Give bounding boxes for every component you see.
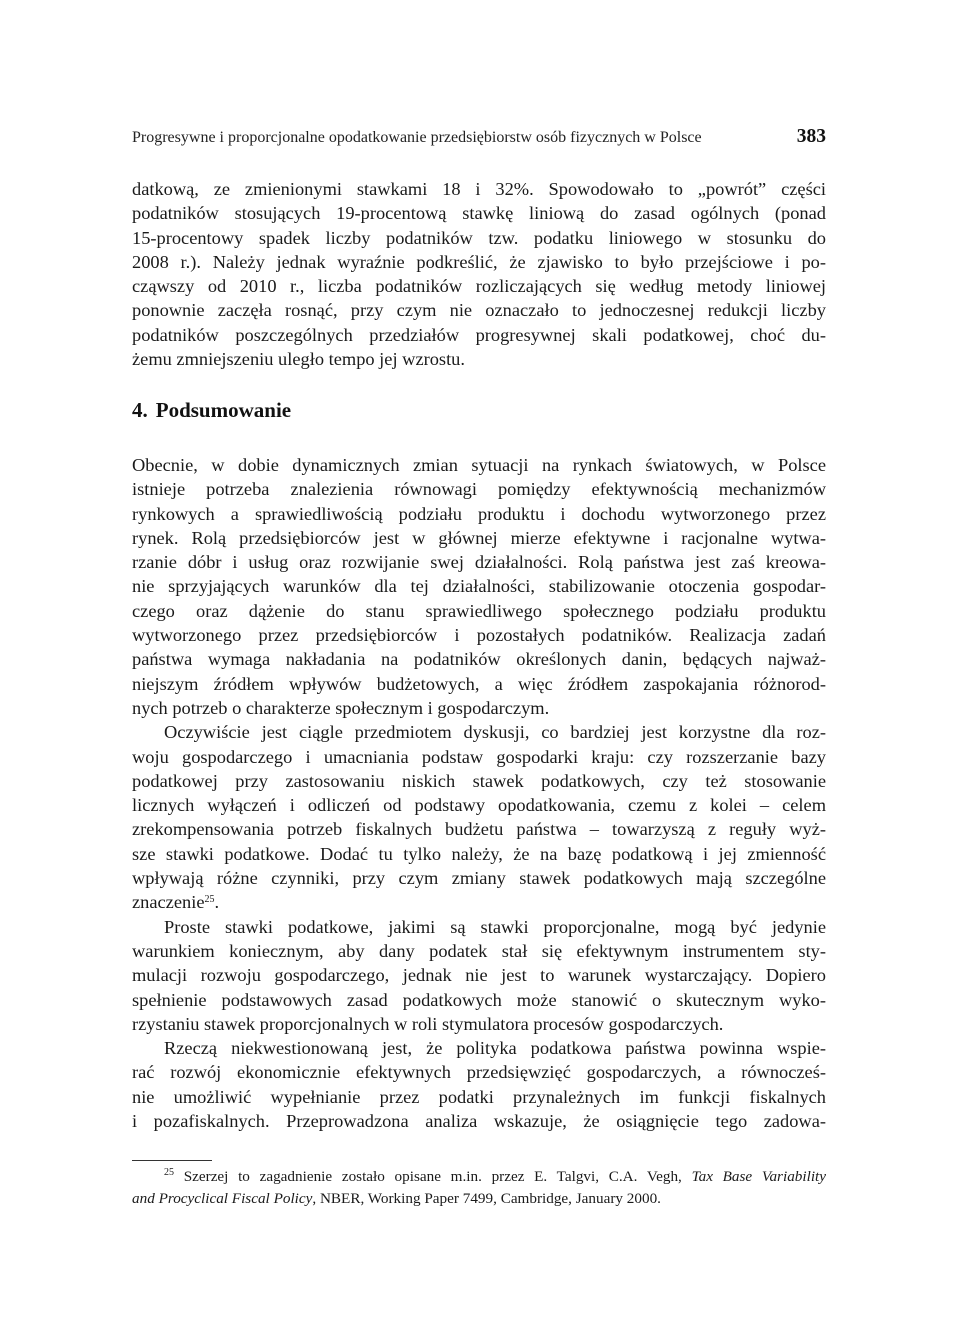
- text-fragment: znaczenie: [132, 892, 205, 913]
- text-line: Obecnie, w dobie dynamicznych zmian sytuacji na rynkach światowych, w Polsce: [132, 455, 826, 475]
- running-header-title: Progresywne i proporcjonalne opodatkowanie przedsiębiorstw osób fizycznych w Polsce: [132, 129, 702, 146]
- footnote-line: [132, 1166, 826, 1188]
- text-line: podatników stosujących 19-procentową stawkę liniową do zasad ogólnych (ponad: [132, 203, 826, 224]
- paragraph: [132, 453, 826, 720]
- text-line: woju gospodarczego i umacniania podstaw gospodarki kraju: czy rozszerzanie bazy: [132, 746, 826, 767]
- text-line: Oczywiście jest ciągle przedmiotem dyskusji, co bardziej jest korzystne dla roz-: [164, 722, 826, 743]
- text-line: rynkowych a sprawiedliwością podziału produktu i dochodu wytworzonego przez: [132, 503, 826, 524]
- footnote-cited-title: Tax Base Variability: [691, 1168, 826, 1185]
- footnote-divider: [132, 1160, 212, 1161]
- section-title: Podsumowanie: [155, 398, 292, 422]
- text-line: niejszym źródłem wpływów budżetowych, a więc źródłem zaspokajania różnorod-: [132, 673, 826, 694]
- section-number: 4.: [132, 398, 148, 422]
- footnote-cited-title: and Procyclical Fiscal Policy: [132, 1190, 313, 1207]
- text-line: wytworzonego przez przedsiębiorców i pozostałych podatników. Realizacja zadań: [132, 625, 826, 646]
- text-line: nych potrzeb o charakterze społecznym i gospodarczym.: [132, 697, 550, 718]
- summary-body: [132, 453, 826, 1133]
- text-line: rynek. Rolą przedsiębiorców jest w głównej mierze efektywne i racjonalne wytwa-: [132, 527, 826, 548]
- paragraph: [132, 915, 826, 1036]
- text-line: zrekompensowania potrzeb fiskalnych budżetu państwa – towarzyszą z reguły wyż-: [132, 819, 826, 840]
- text-line: cząwszy od 2010 r., liczba podatników rozliczających się według metody liniowej: [132, 276, 826, 297]
- text-line: datkową, ze zmienionymi stawkami 18 i 32%. Spowodowało to „powrót” części: [132, 179, 826, 199]
- text-line: czego oraz dążenie do stanu sprawiedliwego społecznego podziału produktu: [132, 600, 826, 621]
- footnote: [132, 1166, 826, 1210]
- text-line: rzanie dóbr i usług oraz rozwijanie swej działalności. Rolą państwa jest zaś kreowa-: [132, 552, 826, 573]
- text-line: i pozafiskalnych. Przeprowadzona analiza wskazuje, że osiągnięcie tego zadowa-: [132, 1111, 826, 1132]
- paragraph: [132, 720, 826, 914]
- continued-paragraph: [132, 177, 826, 371]
- paragraph: [132, 1036, 826, 1133]
- footnote-text: , NBER, Working Paper 7499, Cambridge, January 2000.: [312, 1190, 661, 1207]
- text-line: istnieje potrzeba znalezienia równowagi pomiędzy efektywnością mechanizmów: [132, 479, 826, 500]
- footnote-text: Szerzej to zagadnienie zostało opisane m.in. przez E. Talgvi, C.A. Vegh,: [183, 1168, 692, 1185]
- text-line: podatkowej przy zastosowaniu niskich stawek podatkowych, czy też stosowanie: [132, 770, 826, 791]
- footnote-number: 25: [164, 1167, 174, 1178]
- footnote-line: [132, 1188, 826, 1210]
- text-line: licznych wyłączeń i odliczeń od podstawy opodatkowania, czemu z kolei – celem: [132, 795, 826, 816]
- text-line: rać rozwój ekonomicznie efektywnych przedsięwzięć gospodarczych, a równocześ-: [132, 1062, 826, 1083]
- text-line: 15-procentowy spadek liczby podatników tzw. podatku liniowego w stosunku do: [132, 227, 826, 248]
- text-line: 2008 r.). Należy jednak wyraźnie podkreślić, że zjawisko to było przejściowe i po-: [132, 251, 826, 272]
- text-line: sze stawki podatkowe. Dodać tu tylko należy, że na bazę podatkową i jej zmienność: [132, 843, 826, 864]
- text-line: warunkiem koniecznym, aby dany podatek stał się efektywnym instrumentem sty-: [132, 940, 826, 961]
- section-heading: [132, 398, 291, 423]
- text-line: spełnienie podstawowych zasad podatkowych może stanowić o skutecznym wyko-: [132, 989, 826, 1010]
- text-line: [132, 890, 826, 914]
- text-fragment: .: [214, 892, 220, 913]
- footnote-reference[interactable]: 25: [204, 894, 215, 906]
- text-line: nie sprzyjających warunków dla tej działalności, stabilizowanie otoczenia gospodar-: [132, 576, 826, 597]
- text-line: mulacji rozwoju gospodarczego, jednak nie jest to warunek wystarczający. Dopiero: [132, 965, 826, 986]
- text-line: rzystaniu stawek proporcjonalnych w roli stymulatora procesów gospodarczych.: [132, 1013, 724, 1034]
- text-line: wpływają różne czynniki, przy czym zmiany stawek podatkowych mają szczególne: [132, 868, 826, 889]
- text-line: żemu zmniejszeniu uległo tempo jej wzrostu.: [132, 349, 465, 370]
- page-number: 383: [796, 126, 826, 147]
- text-line: Proste stawki podatkowe, jakimi są stawki proporcjonalne, mogą być jedynie: [164, 916, 826, 937]
- running-header: [132, 126, 826, 148]
- text-line: nie umożliwić wypełnianie przez podatki przynależnych im funkcji fiskalnych: [132, 1086, 826, 1107]
- text-line: ponownie zaczęła rosnąć, przy czym nie oznaczało to jednoczesnej redukcji liczby: [132, 300, 826, 321]
- text-line: podatników poszczególnych przedziałów progresywnej skali podatkowej, choć du-: [132, 324, 826, 345]
- text-line: państwa wymaga nakładania na podatników określonych danin, będących najważ-: [132, 649, 826, 670]
- text-line: Rzeczą niekwestionowaną jest, że polityka podatkowa państwa powinna wspie-: [164, 1038, 826, 1059]
